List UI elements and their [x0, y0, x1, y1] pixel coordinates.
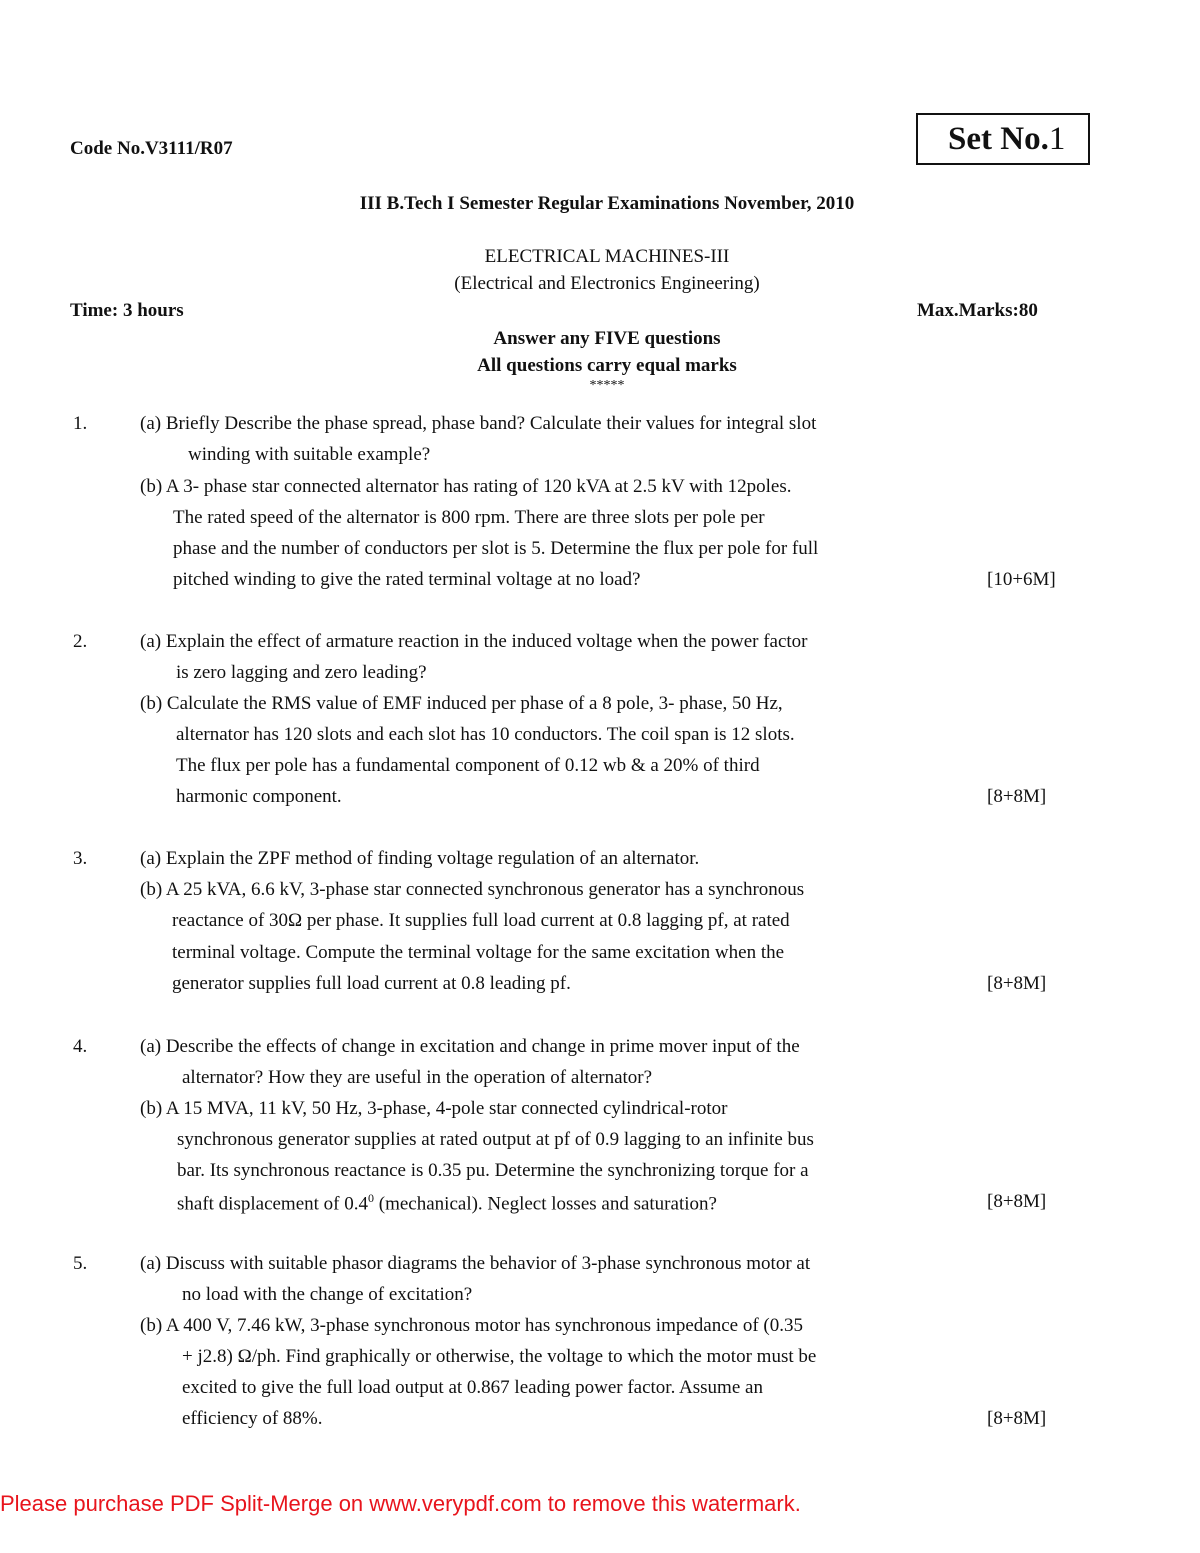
question-text-line: phase and the number of conductors per slot is 5. Determine the flux per pole for full — [173, 538, 819, 559]
question-text-line: (b) A 15 MVA, 11 kV, 50 Hz, 3-phase, 4-pole star connected cylindrical-rotor — [140, 1098, 728, 1119]
question-text-line: terminal voltage. Compute the terminal voltage for the same excitation when the — [172, 942, 785, 963]
question-number: 2. — [73, 631, 88, 652]
shaft-text-before: shaft displacement of 0.4 — [177, 1193, 369, 1215]
code-number: Code No.V3111/R07 — [70, 138, 233, 159]
set-label-text: Set No. — [948, 121, 1049, 157]
question-text-line: winding with suitable example? — [188, 444, 431, 465]
question-text-line: (b) A 400 V, 7.46 kW, 3-phase synchronous motor has synchronous impedance of (0.35 — [140, 1315, 803, 1336]
question-number: 3. — [73, 848, 88, 869]
question-marks: [8+8M] — [987, 973, 1047, 994]
question-text-line: The rated speed of the alternator is 800 rpm. There are three slots per pole per — [173, 507, 765, 528]
set-number-box — [916, 113, 1090, 165]
question-marks: [10+6M] — [987, 569, 1056, 590]
separator-stars: ***** — [589, 378, 625, 393]
question-text-line: excited to give the full load output at 0.867 leading power factor. Assume an — [182, 1377, 763, 1398]
question-text-line: reactance of 30Ω per phase. It supplies full load current at 0.8 lagging pf, at rated — [172, 910, 790, 931]
question-text-line: efficiency of 88%. — [182, 1408, 323, 1429]
question-text-line: is zero lagging and zero leading? — [176, 662, 427, 683]
question-text-line: (a) Explain the ZPF method of finding voltage regulation of an alternator. — [140, 848, 700, 869]
set-label — [948, 121, 1065, 158]
question-text-line: bar. Its synchronous reactance is 0.35 pu. Determine the synchronizing torque for a — [177, 1160, 809, 1181]
question-text-line: no load with the change of excitation? — [182, 1284, 473, 1305]
shaft-text-after: (mechanical). Neglect losses and saturation? — [374, 1193, 717, 1215]
time-allowed: Time: 3 hours — [70, 300, 184, 321]
set-number: 1 — [1048, 121, 1066, 157]
question-text-line: alternator? How they are useful in the operation of alternator? — [182, 1067, 653, 1088]
question-number: 4. — [73, 1036, 88, 1057]
question-text-line: (a) Briefly Describe the phase spread, phase band? Calculate their values for integral slot — [140, 413, 817, 434]
question-text-line: (b) A 3- phase star connected alternator has rating of 120 kVA at 2.5 kV with 12poles. — [140, 476, 792, 497]
question-number: 1. — [73, 413, 88, 434]
question-marks: [8+8M] — [987, 786, 1047, 807]
question-marks: [8+8M] — [987, 1408, 1047, 1429]
question-text-line: The flux per pole has a fundamental component of 0.12 wb & a 20% of third — [176, 755, 760, 776]
question-text-line: harmonic component. — [176, 786, 342, 807]
question-text-line: alternator has 120 slots and each slot has 10 conductors. The coil span is 12 slots. — [176, 724, 795, 745]
question-text-line: (a) Explain the effect of armature reaction in the induced voltage when the power factor — [140, 631, 808, 652]
branch-title: (Electrical and Electronics Engineering) — [454, 273, 760, 294]
question-marks: [8+8M] — [987, 1191, 1047, 1212]
question-text-line: synchronous generator supplies at rated output at pf of 0.9 lagging to an infinite bus — [177, 1129, 814, 1150]
question-text-line: pitched winding to give the rated terminal voltage at no load? — [173, 569, 641, 590]
watermark-text: Please purchase PDF Split-Merge on www.verypdf.com to remove this watermark. — [0, 1491, 801, 1516]
max-marks: Max.Marks:80 — [917, 300, 1038, 321]
question-text-line: + j2.8) Ω/ph. Find graphically or otherwise, the voltage to which the motor must be — [182, 1346, 817, 1367]
exam-title: III B.Tech I Semester Regular Examinations November, 2010 — [359, 193, 855, 214]
question-text-line: (b) Calculate the RMS value of EMF induced per phase of a 8 pole, 3- phase, 50 Hz, — [140, 693, 783, 714]
question-text-line: (a) Discuss with suitable phasor diagrams the behavior of 3-phase synchronous motor at — [140, 1253, 811, 1274]
question-number: 5. — [73, 1253, 88, 1274]
question-text-line: (a) Describe the effects of change in excitation and change in prime mover input of the — [140, 1036, 800, 1057]
instruction-answer-five: Answer any FIVE questions — [493, 328, 721, 349]
question-text-line: (b) A 25 kVA, 6.6 kV, 3-phase star connected synchronous generator has a synchronous — [140, 879, 805, 900]
instruction-equal-marks: All questions carry equal marks — [477, 355, 737, 376]
subject-title: ELECTRICAL MACHINES-III — [484, 246, 730, 267]
degree-superscript: 0 — [368, 1191, 375, 1205]
question-text-line: generator supplies full load current at 0.8 leading pf. — [172, 973, 571, 994]
question-text-line — [177, 1191, 717, 1215]
